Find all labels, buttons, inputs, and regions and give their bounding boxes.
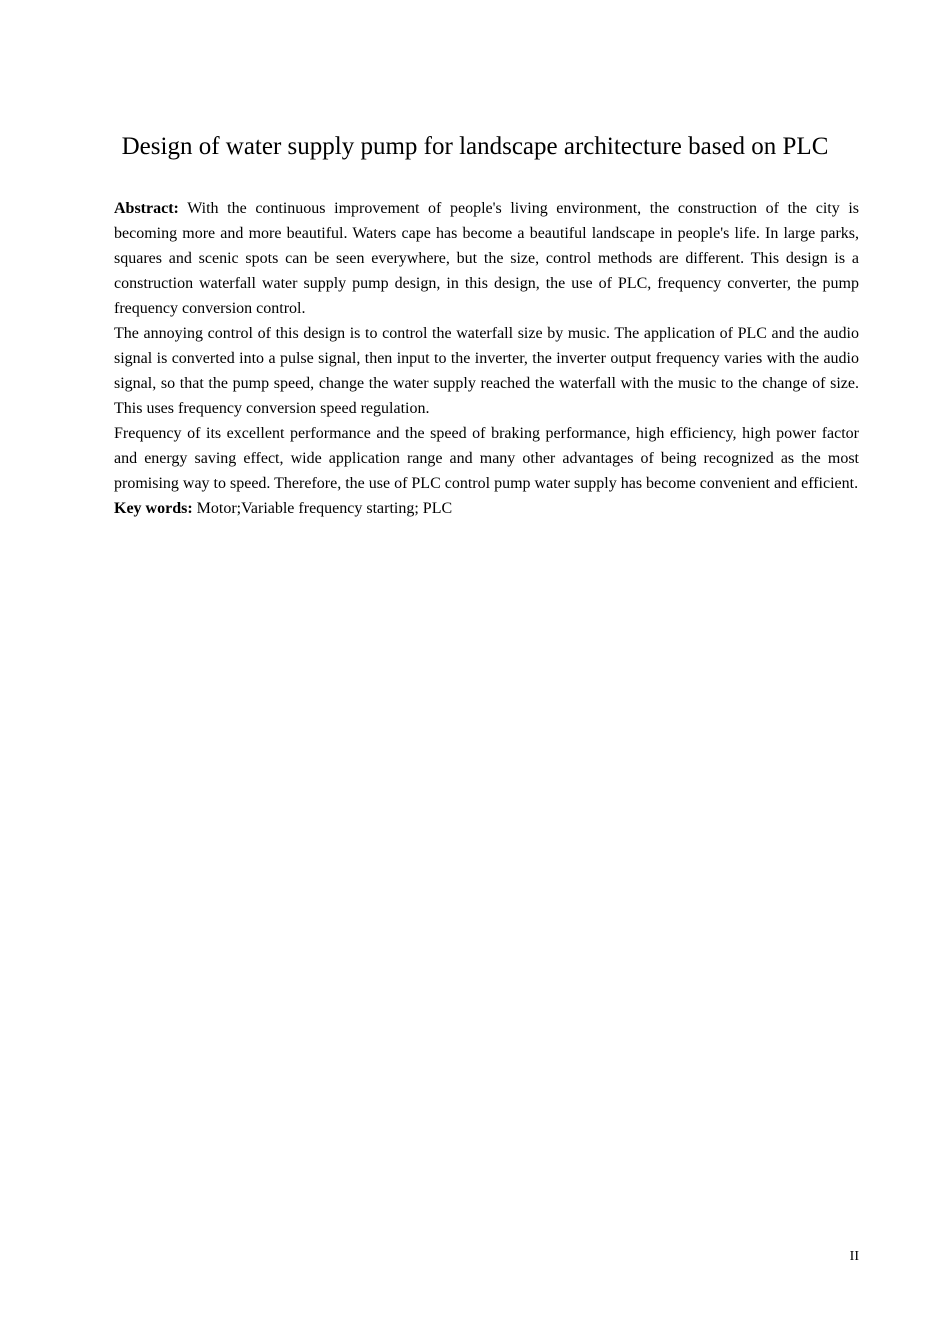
keywords-label: Key words:: [114, 500, 193, 517]
abstract-paragraph-1: [114, 196, 859, 321]
abstract-text-1: With the continuous improvement of people's living environment, the construction of the city is becoming more and more beautiful. Waters cape has become a beautiful landscape in people's life. In large parks, squares and scenic spots can be seen everywhere, but the size, control methods are different. This design is a construction waterfall water supply pump design, in this design, the use of PLC, frequency converter, the pump frequency conversion control.: [114, 200, 859, 317]
abstract-paragraph-3: Frequency of its excellent performance and the speed of braking performance, high efficiency, high power factor and energy saving effect, wide application range and many other advantages of being recognized as the most promising way to speed. Therefore, the use of PLC control pump water supply has become convenient and efficient.: [114, 425, 859, 492]
page-number: II: [849, 1249, 859, 1264]
keywords-line: [114, 496, 859, 521]
document-title: Design of water supply pump for landscape architecture based on PLC: [121, 133, 829, 160]
keywords-value: Motor;Variable frequency starting; PLC: [196, 500, 453, 517]
abstract-section: [114, 196, 859, 521]
abstract-paragraph-2: The annoying control of this design is to control the waterfall size by music. The application of PLC and the audio signal is converted into a pulse signal, then input to the inverter, the inverter output frequency varies with the audio signal, so that the pump speed, change the water supply reached the waterfall with the music to the change of size. This uses frequency conversion speed regulation.: [114, 325, 859, 417]
abstract-label: Abstract:: [114, 200, 179, 217]
